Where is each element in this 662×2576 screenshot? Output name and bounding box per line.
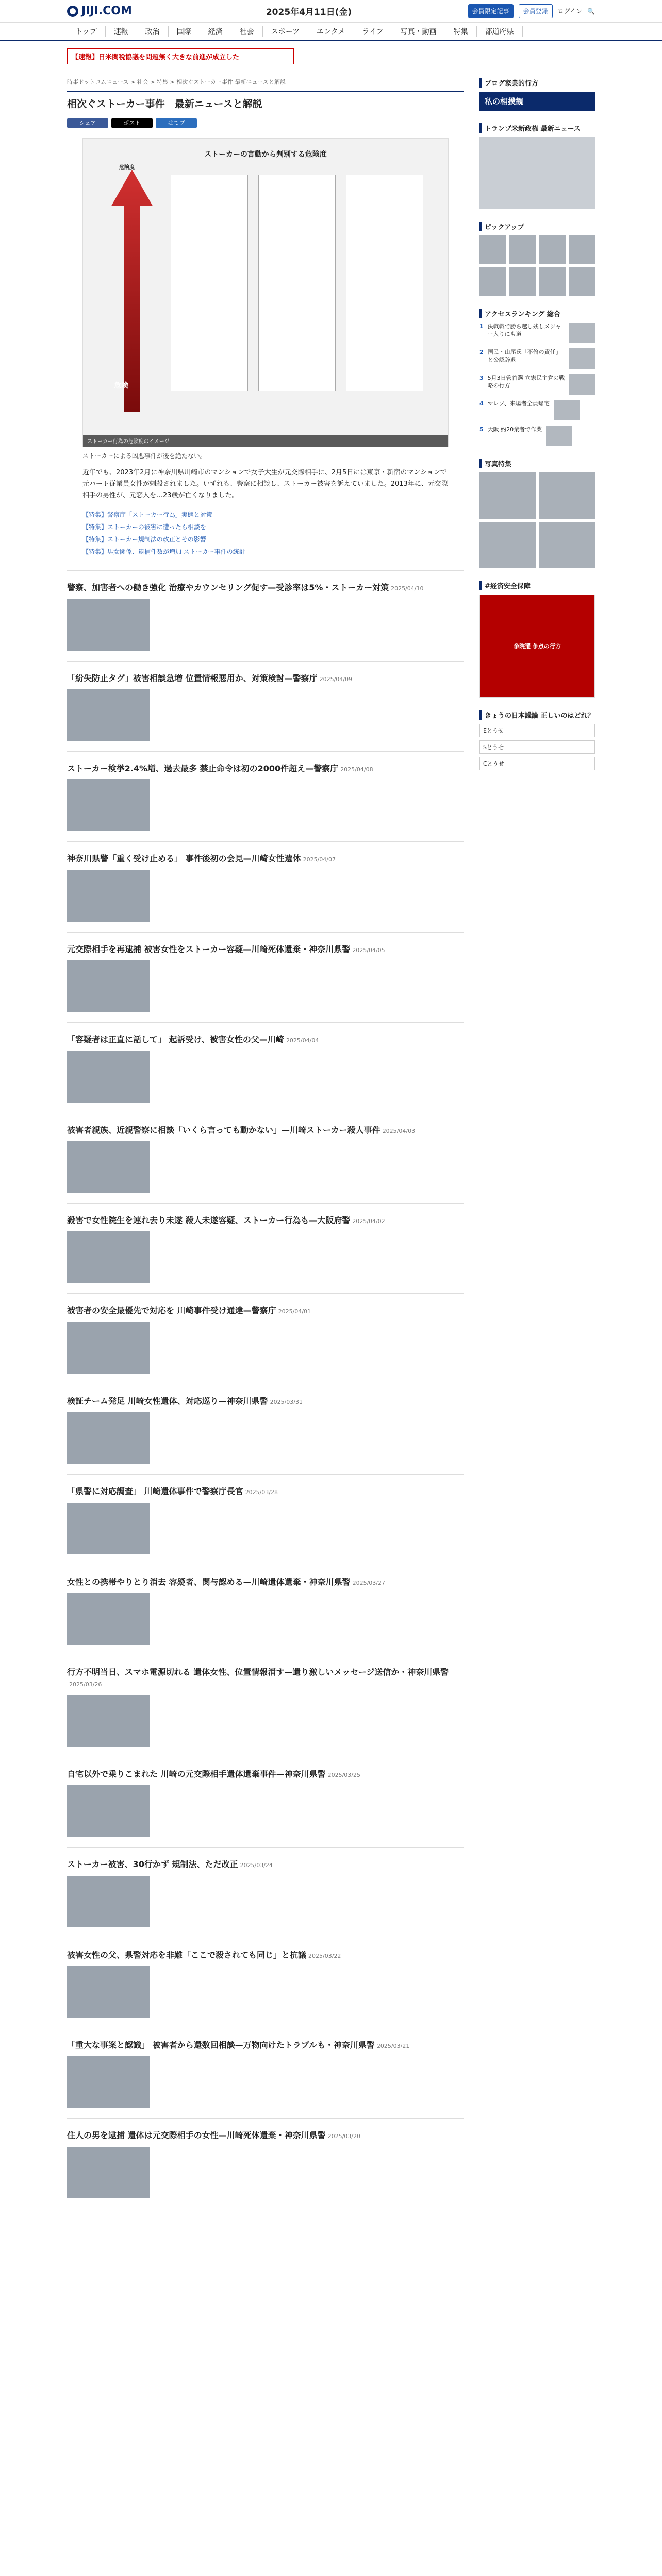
sidebar-heading: ピックアップ (479, 222, 595, 231)
behavior-box (346, 175, 423, 391)
photo-thumb[interactable] (539, 472, 595, 519)
danger-axis-label: 危険度 (119, 165, 135, 171)
article-title[interactable]: 行方不明当日、スマホ電源切れる 遺体女性、位置情報消す—遺り激しいメッセージ送信か・神奈川県警2025/03/26 (67, 1667, 449, 1688)
article-item[interactable] (67, 1565, 464, 1655)
article-title[interactable]: 住人の男を逮捕 遺体は元交際相手の女性—川崎死体遺棄・神奈川県警 2025/03/20 (67, 2130, 360, 2141)
article-title[interactable]: 元交際相手を再逮捕 被害女性をストーカー容疑—川崎死体遺棄・神奈川県警 2025/04/05 (67, 944, 385, 954)
premium-button[interactable]: 会員限定記事 (468, 4, 514, 18)
article-thumbnail[interactable] (67, 1141, 150, 1193)
feature-link[interactable]: 【特集】男女関係、逮捕件数が増加 ストーカー事件の統計 (82, 548, 245, 556)
article-thumbnail[interactable] (67, 2147, 150, 2198)
article-thumbnail[interactable] (67, 1876, 150, 1927)
article-item[interactable] (67, 1938, 464, 2028)
article-title[interactable]: ストーカー被害、30行かず 規制法、ただ改正 2025/03/24 (67, 1859, 273, 1870)
pickup-thumb[interactable] (509, 267, 536, 296)
article-item[interactable] (67, 751, 464, 841)
article-item[interactable] (67, 1847, 464, 1937)
article-item[interactable] (67, 1655, 464, 1757)
behavior-box (171, 175, 248, 391)
article-time: 2025/04/05 (352, 946, 385, 954)
article-time: 2025/03/20 (327, 2133, 360, 2140)
article-title[interactable]: 神奈川県警「重く受け止める」 事件後初の会見—川崎女性遺体 2025/04/07 (67, 854, 336, 864)
poll-widget (479, 710, 595, 770)
article-thumbnail[interactable] (67, 689, 150, 741)
article-title[interactable]: ストーカー検挙2.4%増、過去最多 禁止命令は初の2000件超え—警察庁 2025/04/08 (67, 764, 373, 774)
sidebar-heading: アクセスランキング 総合 (479, 309, 595, 318)
article-time: 2025/04/09 (319, 675, 352, 683)
nav-item[interactable]: 社会 (231, 26, 263, 37)
ranking-item[interactable]: 3 5月3日管首選 立憲民主党の戦略の行方 (479, 374, 595, 395)
article-item[interactable] (67, 1022, 464, 1112)
search-icon[interactable]: 🔍 (587, 7, 595, 15)
nav-item[interactable]: スポーツ (263, 26, 308, 37)
article-item[interactable] (67, 841, 464, 931)
article-title[interactable]: 「紛失防止タグ」被害相談急増 位置情報悪用か、対策検討—警察庁 2025/04/09 (67, 673, 352, 683)
nav-item[interactable]: 都道府県 (477, 26, 523, 37)
poll-option[interactable]: Cとうせ (479, 757, 595, 770)
nav-item[interactable]: 政治 (137, 26, 169, 37)
article-thumbnail[interactable] (67, 2056, 150, 2108)
nav-item[interactable]: エンタメ (308, 26, 354, 37)
article-thumbnail[interactable] (67, 960, 150, 1012)
article-time: 2025/04/01 (278, 1308, 311, 1315)
article-thumbnail[interactable] (67, 870, 150, 922)
behavior-box (258, 175, 336, 391)
poll-question: きょうの日本議論 正しいのはどれ？ (479, 710, 595, 720)
feature-link[interactable]: 【特集】警察庁「ストーカー行為」実態と対策 (82, 511, 212, 519)
article-time: 2025/03/25 (327, 1771, 360, 1778)
breaking-news-alert[interactable]: 【速報】日米関税協議を問題無く大きな前進が成立した (67, 48, 294, 64)
article-time: 2025/03/21 (376, 2042, 410, 2049)
nav-item[interactable]: 写真・動画 (392, 26, 445, 37)
photo-thumb[interactable] (479, 522, 536, 568)
article-title[interactable]: 「容疑者は正直に話して」 起訴受け、被害女性の父—川崎 2025/04/04 (67, 1035, 319, 1045)
feature-link[interactable]: 【特集】ストーカーの被害に遭ったら相談を (82, 523, 206, 531)
login-link[interactable]: ログイン (557, 8, 583, 15)
nav-item[interactable]: 速報 (106, 26, 137, 37)
article-item[interactable] (67, 570, 464, 660)
ranking-item[interactable]: 4 マレソ、来場者全員帰宅 (479, 400, 595, 420)
article-item[interactable] (67, 1203, 464, 1293)
nav-item[interactable]: ライフ (354, 26, 392, 37)
diagram-caption: ストーカー行為の危険度のイメージ (83, 435, 448, 447)
ranking-thumb (569, 323, 595, 343)
site-header (0, 0, 662, 23)
article-thumbnail[interactable] (67, 1695, 150, 1747)
main-column (67, 78, 464, 2209)
article-title[interactable]: 警察、加害者への働き強化 治療やカウンセリング促す—受診率は5%・ストーカー対策 2025/04/10 (67, 583, 424, 593)
article-thumbnail[interactable] (67, 1412, 150, 1464)
header-date: 2025年4月11日(金) (266, 7, 352, 18)
sidebar (479, 78, 595, 2209)
article-thumbnail[interactable] (67, 1966, 150, 2018)
danger-level-diagram (82, 138, 449, 447)
page-title: 相次ぐストーカー事件 最新ニュースと解説 (67, 91, 464, 110)
article-thumbnail[interactable] (67, 599, 150, 651)
article-item[interactable] (67, 2028, 464, 2118)
ranking-thumb (569, 348, 595, 369)
article-time: 2025/03/22 (308, 1952, 341, 1959)
nav-item[interactable]: 経済 (200, 26, 231, 37)
pickup-thumb[interactable] (479, 267, 506, 296)
article-thumbnail[interactable] (67, 1051, 150, 1103)
image-caption: ストーカーによる凶悪事件が後を絶たない。 (82, 452, 206, 460)
level-high: 危険 (114, 382, 128, 390)
sidebar-heading[interactable]: #経済安全保障 (479, 581, 595, 590)
breadcrumb[interactable]: 時事ドットコムニュース > 社会 > 特集 > 相次ぐストーカー事件 最新ニュースと解説 (67, 79, 286, 86)
article-time: 2025/03/27 (352, 1579, 385, 1586)
photo-thumb[interactable] (539, 522, 595, 568)
ranking-thumb (546, 426, 572, 446)
article-title[interactable]: 殺害で女性院生を連れ去り未遂 殺人未遂容疑、ストーカー行為も—大阪府警 2025/04/02 (67, 1215, 385, 1226)
diagram-heading: ストーカーの言動から判別する危険度 (204, 150, 327, 159)
article-title[interactable]: 女性との携帯やりとり消去 容疑者、関与認める—川崎遺体遺棄・神奈川県警 2025/03/27 (67, 1577, 385, 1587)
sidebar-heading[interactable]: トランプ米新政権 最新ニュース (479, 123, 595, 133)
article-title[interactable]: 「県警に対応調査」 川崎遺体事件で警察庁長官 2025/03/28 (67, 1486, 278, 1497)
pickup-thumb[interactable] (539, 235, 566, 264)
sidebar-heading: ブログ家業的行方 (479, 78, 595, 88)
article-item[interactable] (67, 1113, 464, 1203)
feature-link[interactable]: 【特集】ストーカー規制法の改正とその影響 (82, 536, 206, 544)
nav-item[interactable]: 国際 (169, 26, 200, 37)
facebook-share-button[interactable]: シェア (67, 118, 108, 128)
article-thumbnail[interactable] (67, 1503, 150, 1554)
pickup-thumb[interactable] (539, 267, 566, 296)
danger-arrow (111, 170, 153, 412)
article-thumbnail[interactable] (67, 1231, 150, 1283)
article-title[interactable]: 被害者の安全最優先で対応を 川崎事件受け通達—警察庁 2025/04/01 (67, 1306, 311, 1316)
election-banner[interactable]: 参院選 争点の行方 (479, 595, 595, 698)
article-time: 2025/03/26 (69, 1681, 102, 1688)
article-time: 2025/04/04 (286, 1037, 319, 1044)
x-share-button[interactable]: ポスト (111, 118, 153, 128)
intro-text: 近年でも、2023年2月に神奈川県川崎市のマンションで女子大生が元交際相手に、2月5日には東京・新宿のマンションで元パート従業員女性が刺殺されました。いずれも、警察に相談し、ストーカー被害を訴えていました。2013年に、元交際相手の男性が、元恋人を…23歳が亡くなりました。 (82, 469, 448, 500)
ranking-item[interactable]: 2 国民・山尾氏「不倫の責任」と公認辞退 (479, 348, 595, 369)
article-thumbnail[interactable] (67, 779, 150, 831)
ranking-item[interactable]: 1 決戦戦で勝ち越し残しメジャー入りにも道 (479, 323, 595, 343)
article-item[interactable] (67, 2118, 464, 2208)
global-nav (0, 23, 662, 41)
site-logo[interactable]: JIJI.COM (67, 5, 132, 18)
article-time: 2025/04/10 (391, 585, 424, 592)
feature-links (82, 509, 449, 558)
sidebar-heading: 写真特集 (479, 459, 595, 468)
article-time: 2025/04/07 (303, 856, 336, 863)
ranking-thumb (554, 400, 580, 420)
article-thumbnail[interactable] (67, 1322, 150, 1374)
article-title[interactable]: 「重大な事案と認識」 被害者から還数回相談—万物向けたトラブルも・神奈川県警 2025/03/21 (67, 2040, 410, 2050)
ranking-thumb (569, 374, 595, 395)
ranking-item[interactable]: 5 大阪 約20業者で作業 (479, 426, 595, 446)
pickup-thumb[interactable] (479, 235, 506, 264)
nav-item[interactable]: 特集 (445, 26, 477, 37)
article-time: 2025/03/28 (245, 1489, 278, 1496)
article-title[interactable]: 検証チーム発足 川崎女性遺体、対応巡り—神奈川県警 2025/03/31 (67, 1396, 303, 1406)
jiji-logo-icon (67, 6, 78, 17)
article-time: 2025/04/08 (340, 766, 373, 773)
poll-option[interactable]: Eとうせ (479, 724, 595, 737)
article-title[interactable]: 被害者親族、近親警察に相談「いくら言っても動かない」—川崎ストーカー殺人事件 2025/04/03 (67, 1125, 416, 1135)
article-time: 2025/04/02 (352, 1218, 385, 1225)
article-item[interactable] (67, 1474, 464, 1564)
trump-photo[interactable] (479, 137, 595, 209)
article-thumbnail[interactable] (67, 1785, 150, 1837)
article-item[interactable] (67, 1384, 464, 1474)
article-thumbnail[interactable] (67, 1593, 150, 1645)
article-list (67, 570, 464, 2208)
article-time: 2025/04/03 (382, 1127, 416, 1134)
photo-thumb[interactable] (479, 472, 536, 519)
pickup-thumb[interactable] (509, 235, 536, 264)
pickup-thumb[interactable] (569, 235, 595, 264)
article-title[interactable]: 被害女性の父、県警対応を非難「ここで殺されても同じ」と抗議 2025/03/22 (67, 1950, 341, 1960)
hatena-share-button[interactable]: はてブ (156, 118, 197, 128)
poll-option[interactable]: Sとうせ (479, 740, 595, 754)
pickup-grid (479, 235, 595, 296)
article-item[interactable] (67, 661, 464, 751)
nav-item[interactable]: トップ (67, 26, 106, 37)
article-item[interactable] (67, 1293, 464, 1383)
article-title[interactable]: 自宅以外で乗りこまれた 川崎の元交際相手遺体遺棄事件—神奈川県警 2025/03/25 (67, 1769, 360, 1779)
article-time: 2025/03/24 (240, 1862, 273, 1869)
article-item[interactable] (67, 1757, 464, 1847)
sumo-banner[interactable]: 私の相撲観 (479, 92, 595, 111)
article-time: 2025/03/31 (270, 1398, 303, 1405)
member-register-button[interactable]: 会員登録 (519, 4, 553, 18)
pickup-thumb[interactable] (569, 267, 595, 296)
article-item[interactable] (67, 932, 464, 1022)
